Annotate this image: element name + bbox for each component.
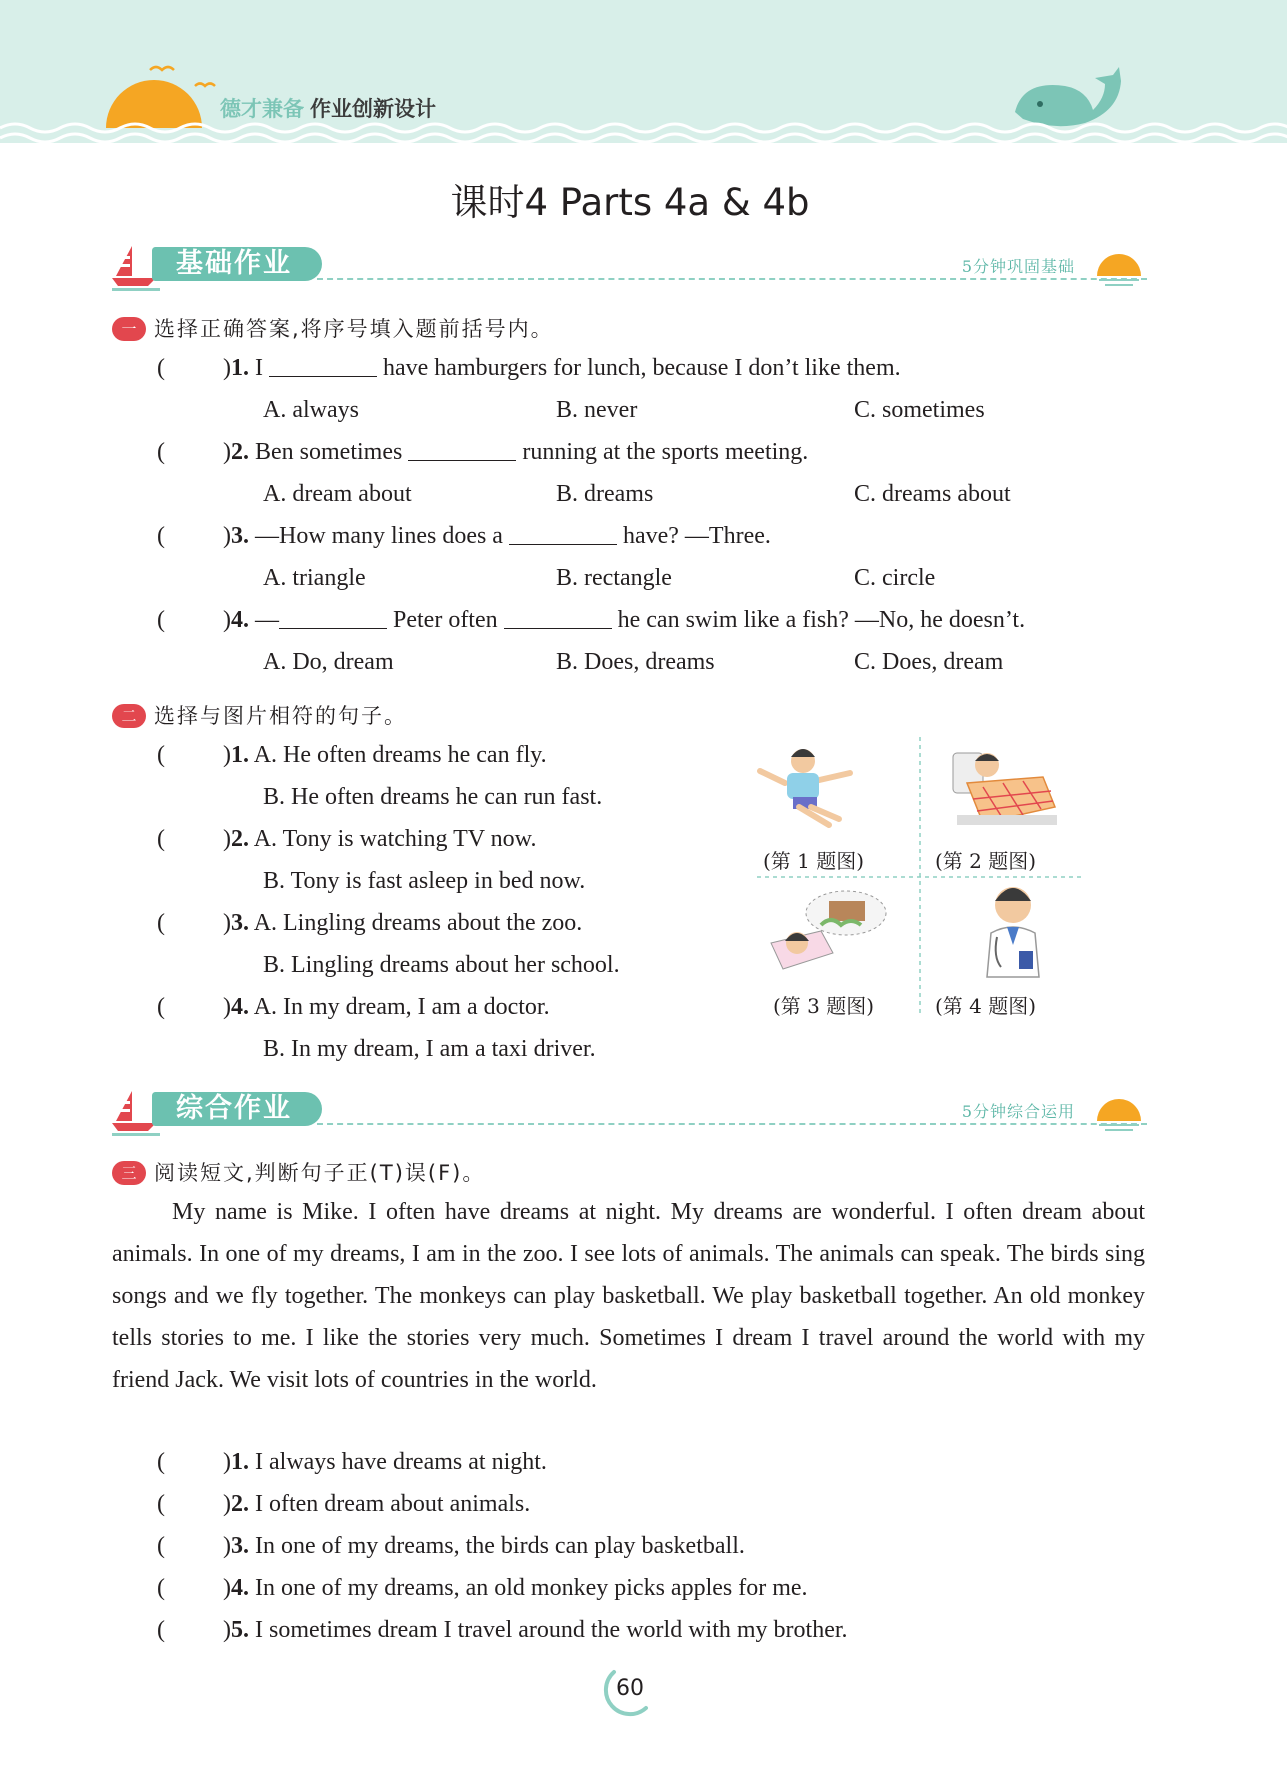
small-sun-icon [1091, 1093, 1147, 1133]
option-a[interactable]: A. dream about [263, 481, 412, 507]
brand-green: 德才兼备 [220, 97, 304, 121]
item-number: 2. [231, 826, 249, 852]
item-number: 1. [231, 742, 249, 768]
reading-passage [112, 1191, 1145, 1401]
option-c[interactable]: C. Does, dream [854, 649, 1004, 675]
answer-paren-open: ( [157, 1575, 165, 1601]
option-a[interactable]: A. In my dream, I am a doctor. [253, 994, 550, 1020]
item-number: 4. [231, 1575, 249, 1601]
option-b[interactable]: B. never [556, 397, 638, 423]
item-text: he can swim like a fish? —No, he doesn’t. [617, 607, 1026, 633]
page-title: 课时4 Parts 4a & 4b [450, 181, 810, 224]
header-decoration [0, 0, 1287, 150]
section-banner-comprehensive [112, 1087, 1147, 1137]
fill-blank[interactable] [279, 608, 387, 629]
answer-paren-open: ( [157, 355, 165, 381]
fill-blank[interactable] [408, 440, 516, 461]
answer-paren-open: ( [157, 607, 165, 633]
option-b[interactable]: B. In my dream, I am a taxi driver. [263, 1036, 596, 1062]
item-text: have? —Three. [622, 523, 771, 549]
item-text: I [255, 355, 263, 381]
picture-caption-2: (第 2 题图) [935, 849, 1037, 873]
q1-item-4: )4. — Peter often he can swim like a fish? —No, he doesn’t. [223, 607, 1026, 633]
q2-item-4: )4. A. In my dream, I am a doctor. [223, 994, 550, 1020]
question-heading-3 [112, 1157, 485, 1187]
q2-item-1: )1. A. He often dreams he can fly. [223, 742, 547, 768]
q3-item-4: )4. In one of my dreams, an old monkey picks apples for me. [223, 1575, 808, 1601]
dashed-divider [317, 1123, 1147, 1125]
fill-blank[interactable] [504, 608, 612, 629]
doctor-illustration [973, 881, 1053, 981]
item-number: 2. [231, 439, 249, 465]
option-b[interactable]: B. dreams [556, 481, 654, 507]
answer-paren-open: ( [157, 742, 165, 768]
q1-item-3: )3. —How many lines does a have? —Three. [223, 523, 771, 549]
item-text: In one of my dreams, an old monkey picks apples for me. [255, 1575, 808, 1601]
option-c[interactable]: C. sometimes [854, 397, 985, 423]
item-number: 4. [231, 607, 249, 633]
item-number: 5. [231, 1617, 249, 1643]
fill-blank[interactable] [509, 524, 617, 545]
question-number-badge: 二 [112, 704, 146, 728]
bird-icon-2 [195, 84, 215, 87]
option-b[interactable]: B. Lingling dreams about her school. [263, 952, 620, 978]
option-b[interactable]: B. rectangle [556, 565, 672, 591]
answer-paren-open: ( [157, 994, 165, 1020]
option-b[interactable]: B. He often dreams he can run fast. [263, 784, 603, 810]
item-number: 3. [231, 910, 249, 936]
option-a[interactable]: A. triangle [263, 565, 366, 591]
q1-item-1: )1. I have hamburgers for lunch, because I don’t like them. [223, 355, 901, 381]
brand-label [220, 93, 436, 123]
answer-paren-open: ( [157, 1617, 165, 1643]
option-a[interactable]: A. Tony is watching TV now. [253, 826, 537, 852]
picture-caption-4: (第 4 题图) [935, 994, 1037, 1018]
answer-paren-open: ( [157, 523, 165, 549]
q2-item-2: )2. A. Tony is watching TV now. [223, 826, 537, 852]
option-b[interactable]: B. Does, dreams [556, 649, 715, 675]
picture-grid [755, 735, 1085, 1018]
option-a[interactable]: A. Do, dream [263, 649, 394, 675]
answer-paren-open: ( [157, 1491, 165, 1517]
brand-dark: 作业创新设计 [310, 97, 436, 121]
item-text: Ben sometimes [255, 439, 403, 465]
question-heading-2 [112, 700, 407, 730]
item-text: Peter often [393, 607, 498, 633]
page-number: 60 [616, 1676, 644, 1701]
answer-paren-open: ( [157, 439, 165, 465]
item-number: 1. [231, 1449, 249, 1475]
question-instruction: 阅读短文,判断句子正(T)误(F)。 [154, 1161, 486, 1185]
dreaming-girl-illustration [761, 885, 891, 975]
q3-item-1: )1. I always have dreams at night. [223, 1449, 547, 1475]
sleeping-boy-illustration [943, 743, 1063, 833]
picture-caption-1: (第 1 题图) [763, 849, 865, 873]
question-instruction: 选择正确答案,将序号填入题前括号内。 [154, 317, 554, 341]
flying-boy-illustration [755, 743, 865, 833]
answer-paren-open: ( [157, 910, 165, 936]
q3-item-2: )2. I often dream about animals. [223, 1491, 531, 1517]
picture-caption-3: (第 3 题图) [773, 994, 875, 1018]
answer-paren-open: ( [157, 1533, 165, 1559]
dashed-divider [317, 278, 1147, 280]
option-a[interactable]: A. always [263, 397, 359, 423]
question-instruction: 选择与图片相符的句子。 [154, 704, 407, 728]
header-band [0, 0, 1287, 150]
whale-icon [1015, 67, 1121, 126]
option-a[interactable]: A. He often dreams he can fly. [253, 742, 547, 768]
option-b[interactable]: B. Tony is fast asleep in bed now. [263, 868, 586, 894]
item-number: 3. [231, 523, 249, 549]
small-sun-icon [1091, 248, 1147, 288]
option-c[interactable]: C. dreams about [854, 481, 1011, 507]
answer-paren-open: ( [157, 826, 165, 852]
section-note: 5分钟巩固基础 [961, 257, 1075, 276]
sun-icon [106, 80, 202, 128]
q1-item-2: )2. Ben sometimes running at the sports meeting. [223, 439, 809, 465]
bird-icon [150, 67, 174, 70]
item-text: — [255, 607, 279, 633]
item-number: 3. [231, 1533, 249, 1559]
q3-item-3: )3. In one of my dreams, the birds can play basketball. [223, 1533, 745, 1559]
item-text: —How many lines does a [255, 523, 503, 549]
q2-item-3: )3. A. Lingling dreams about the zoo. [223, 910, 583, 936]
item-text: I often dream about animals. [255, 1491, 531, 1517]
section-label: 综合作业 [152, 1092, 322, 1126]
item-number: 1. [231, 355, 249, 381]
item-number: 2. [231, 1491, 249, 1517]
answer-paren-open: ( [157, 1449, 165, 1475]
item-text: have hamburgers for lunch, because I don’t like them. [383, 355, 901, 381]
section-note: 5分钟综合运用 [961, 1102, 1075, 1121]
question-number-badge: 一 [112, 317, 146, 341]
passage-text: My name is Mike. I often have dreams at night. My dreams are wonderful. I often dream about animals. In one of my dreams, I am in the zoo. I see lots of animals. The animals can speak. The birds sing songs and we fly together. The monkeys can play basketball. We play basketball together. An old monkey tells stories to me. I like the stories very much. Sometimes I dream I travel around the world with my friend Jack. We visit lots of countries in the world. [112, 1199, 1145, 1393]
question-heading-1 [112, 313, 554, 343]
q3-item-5: )5. I sometimes dream I travel around the world with my brother. [223, 1617, 848, 1643]
item-number: 4. [231, 994, 249, 1020]
item-text: running at the sports meeting. [522, 439, 809, 465]
question-number-badge: 三 [112, 1161, 146, 1185]
section-banner-basic [112, 242, 1147, 292]
item-text: In one of my dreams, the birds can play basketball. [255, 1533, 745, 1559]
section-label: 基础作业 [152, 247, 322, 281]
item-text: I sometimes dream I travel around the world with my brother. [255, 1617, 848, 1643]
option-a[interactable]: A. Lingling dreams about the zoo. [253, 910, 583, 936]
option-c[interactable]: C. circle [854, 565, 936, 591]
item-text: I always have dreams at night. [255, 1449, 547, 1475]
fill-blank[interactable] [269, 356, 377, 377]
